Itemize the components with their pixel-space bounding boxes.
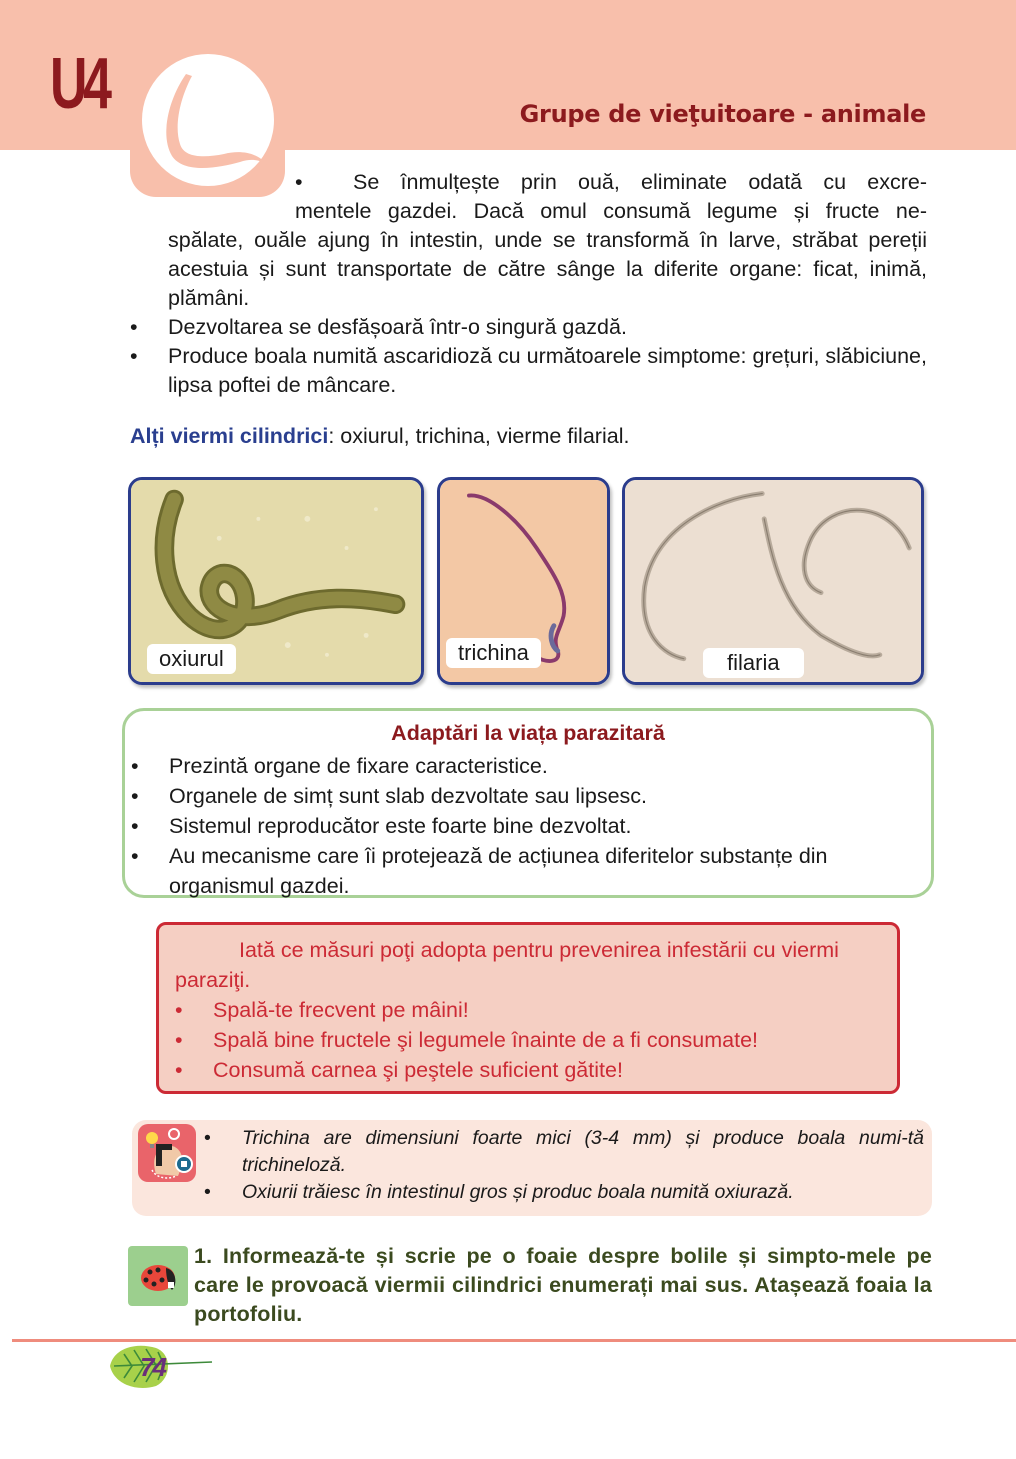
- page-title: Grupe de vieţuitoare - animale: [519, 100, 926, 128]
- intro-section: [130, 168, 927, 400]
- other-worms-text: : oxiurul, trichina, vierme filarial.: [328, 424, 630, 448]
- adaptations-box: [122, 708, 934, 898]
- bullet: •: [295, 170, 303, 194]
- prevention-item: • Spală-te frecvent pe mâini!: [175, 995, 881, 1025]
- other-worms-label: Alți viermi cilindrici: [130, 424, 329, 448]
- ladybug-icon: [128, 1246, 188, 1306]
- info-list: [200, 1125, 924, 1206]
- adaptations-list: [131, 751, 931, 901]
- photo-filaria: [622, 477, 924, 685]
- intro-item-1: [130, 168, 927, 313]
- prevention-box: [156, 922, 900, 1094]
- intro-item-1-line2: mentele gazdei. Dacă omul consumă legume și fructe ne-: [295, 199, 927, 223]
- idea-head-icon: [138, 1124, 196, 1182]
- adaptation-item: • Au mecanisme care îi protejează de acțiunea diferitelor substanțe din organismul gazdei.: [131, 841, 931, 901]
- adaptation-item: • Prezintă organe de fixare caracteristice.: [131, 751, 931, 781]
- intro-item-1-rest: spălate, ouăle ajung în intestin, unde se transformă în larve, străbat pereții acestuia și sunt transportate de către sânge la diferite organe: ficat, inimă, plămâni.: [168, 228, 927, 310]
- photo-label-trichina: trichina: [446, 638, 541, 668]
- photo-label-oxiurul: oxiurul: [147, 644, 236, 674]
- adaptation-item: • Sistemul reproducător este foarte bine dezvoltat.: [131, 811, 931, 841]
- intro-item-1-line1: • Se înmulțește prin ouă, eliminate odată cu excre-: [130, 168, 927, 197]
- photo-oxiurul: [128, 477, 424, 685]
- intro-item-3: • Produce boala numită ascaridioză cu următoarele simptome: grețuri, slăbiciune, lipsa poftei de mâncare.: [130, 342, 927, 400]
- other-worms-line: [130, 424, 629, 449]
- adaptation-item: • Organele de simț sunt slab dezvoltate sau lipsesc.: [131, 781, 931, 811]
- info-box: [132, 1120, 932, 1216]
- prevention-intro: Iată ce măsuri poţi adopta pentru prevenirea infestării cu viermi paraziţi.: [175, 938, 839, 992]
- unit-code: U4: [50, 44, 108, 124]
- intro-item-2: • Dezvoltarea se desfășoară într-o singură gazdă.: [130, 313, 927, 342]
- prevention-list: [175, 995, 881, 1085]
- prevention-item: • Spală bine fructele şi legumele înainte de a fi consumate!: [175, 1025, 881, 1055]
- photo-trichina: [437, 477, 610, 685]
- page-number: 74: [140, 1352, 165, 1382]
- adaptations-title: Adaptări la viața parazitară: [391, 721, 665, 745]
- info-item: • Trichina are dimensiuni foarte mici (3-4 mm) și produce boala numi-tă trichineloză.: [200, 1125, 924, 1179]
- prevention-item: • Consumă carnea şi peştele suficient gătite!: [175, 1055, 881, 1085]
- info-item: • Oxiurii trăiesc în intestinul gros și produc boala numită oxiurază.: [200, 1179, 924, 1206]
- task-text: 1. Informează-te și scrie pe o foaie despre bolile și simpto-mele pe care le provoacă viermii cilindrici enumerați mai sus. Atașează foaia la portofoliu.: [194, 1244, 932, 1326]
- photo-label-filaria: filaria: [703, 648, 804, 678]
